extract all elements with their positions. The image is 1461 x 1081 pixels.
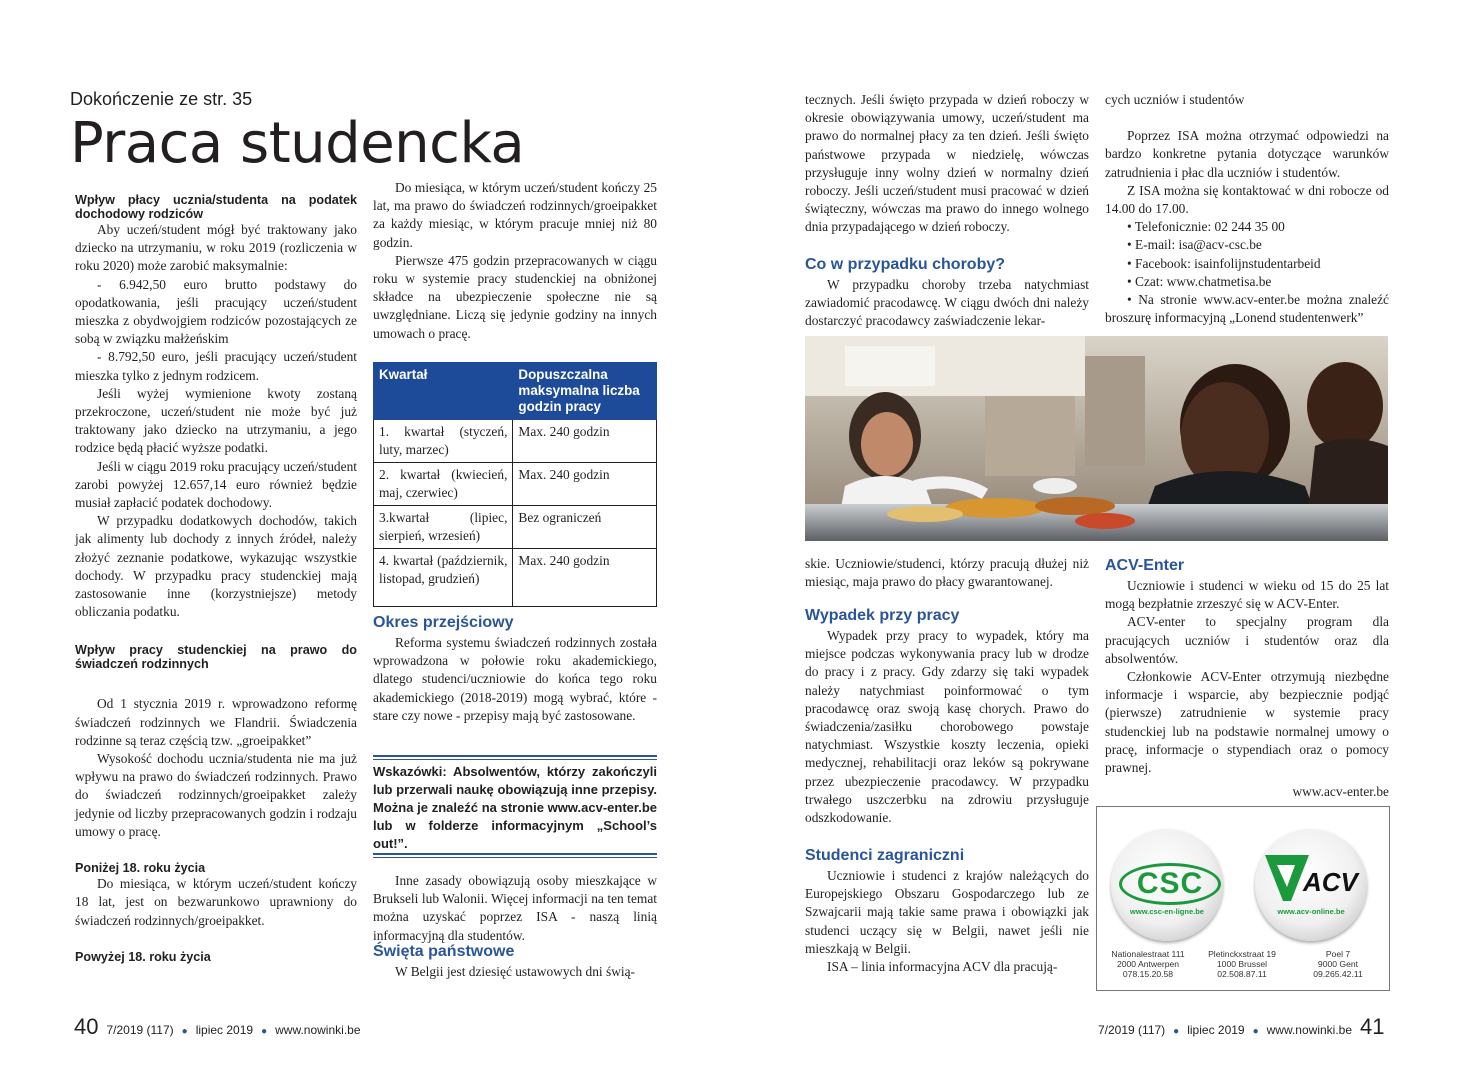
heading-over-18: Powyżej 18. roku życia <box>75 949 211 964</box>
address-antwerpen <box>1103 949 1193 979</box>
address-gent <box>1293 949 1383 979</box>
contact-email[interactable]: • E-mail: isa@acv-csc.be <box>1127 237 1262 253</box>
paragraph: ISA – linia informacyjna ACV dla pracują- <box>827 959 1058 975</box>
page-number: 41 <box>1360 1014 1385 1039</box>
table-cell-quarter: 1. kwartał (styczeń, luty, marzec) <box>374 420 513 463</box>
table-header-max-hours: Dopuszczalna maksymalna liczba godzin pracy <box>513 363 657 420</box>
paragraph: W Belgii jest dziesięć ustawowych dni świą- <box>395 964 635 979</box>
table-cell-quarter: 4. kwartał (październik, listopad, grudzień) <box>374 549 513 607</box>
paragraph: tecznych. Jeśli święto przypada w dzień roboczy w okresie obowiązywania umowy, uczeń/student ma prawo do normalnej płacy za ten dzień. Jeśli święto państwowe przypada w niedzielę, wówczas przysługuje inny wolny dzień w normalny dzień roboczy. Jeśli uczeń/student musi pracować w dzień świąteczny, wówczas ma prawo do innego wolnego dnia przypadającego w dzień roboczy. <box>805 92 1089 235</box>
acv-logo-text: ACV <box>1303 867 1358 897</box>
page-title: Praca studencka <box>70 111 525 176</box>
address-phone: 09.265.42.11 <box>1313 969 1363 979</box>
address-brussel <box>1197 949 1287 979</box>
address-city: 9000 Gent <box>1317 959 1359 969</box>
paragraph: ACV-enter to specjalny program dla pracujących uczniów i studentów oraz dla absolwentów. <box>1105 614 1389 666</box>
paragraph: Uczniowie i studenci w wieku od 15 do 25 lat mogą bezpłatnie zrzeszyć się w ACV-Enter. <box>1105 578 1389 612</box>
table-header-quarter: Kwartał <box>374 363 513 420</box>
csc-logo-url: www.csc-en-ligne.be <box>1130 907 1204 916</box>
heading-illness: Co w przypadku choroby? <box>805 256 1006 273</box>
acv-logo <box>1255 829 1367 941</box>
paragraph: Jeśli wyżej wymienione kwoty zostaną przekroczone, uczeń/student nie może być już traktowany jako dziecko na utrzymaniu, a jego rodzice będą płacić wyższe podatki. <box>75 385 357 456</box>
union-logos-box <box>1096 806 1390 991</box>
paragraph: Do miesiąca, w którym uczeń/student kończy 18 lat, jest on bezwarunkowo uprawniony do świadczeń rodzinnych/groeipakket. <box>75 876 357 928</box>
photo-illustration <box>805 336 1388 541</box>
paragraph: skie. Uczniowie/studenci, którzy pracują dłużej niż miesiąc, maja prawo do płacy gwarantowanej. <box>805 556 1089 590</box>
foreign-students-text <box>805 867 1089 976</box>
quarter-hours-table <box>373 362 657 607</box>
heading-acv-enter: ACV-Enter <box>1105 557 1185 574</box>
issue-month: lipiec 2019 <box>195 1023 254 1037</box>
paragraph: - 8.792,50 euro, jeśli pracujący uczeń/student mieszka tylko z jednym rodzicem. <box>75 349 357 383</box>
accident-text <box>805 627 1089 827</box>
paragraph: W przypadku dodatkowych dochodów, takich jak alimenty lub dochody z innych źródeł, należy złożyć zeznanie podatkowe, wykazując wszystkie dochody. W przypadku pracy studenckiej mają zastosowanie inne (korzystniejsze) metody obliczania podatku. <box>75 513 357 620</box>
address-street: Nationalestraat 111 <box>1111 949 1185 959</box>
cafeteria-photo <box>805 336 1388 541</box>
csc-logo <box>1111 829 1223 941</box>
paragraph: Pierwsze 475 godzin przepracowanych w ciągu roku w systemie pracy studenckiej na obniżonej składce na ubezpieczenie społeczne nie są uwzględniane. Liczą się jedynie godziny na innych umowach o pracę. <box>373 252 657 341</box>
brussels-text <box>373 872 657 945</box>
paragraph: Wysokość dochodu ucznia/studenta nie ma już wpływu na prawo do świadczeń rodzinnych. Prawo do świadczeń rodzinnych/groeipakket zależy jedynie od liczby przepracowanych godzin i rodzaju umowy o pracę. <box>75 751 357 839</box>
paragraph: Uczniowie i studenci z krajów należących do Europejskiego Obszaru Gospodarczego lub ze Szwajcarii mają takie same prawa i obowiązki jak studenci uczący się w Belgii, nawet jeśli nie mieszkają w Belgii. <box>805 868 1089 956</box>
paragraph: Członkowie ACV-Enter otrzymują niezbędne informacje i wsparcie, aby bezpiecznie podjąć (pierwsze) zatrudnienie w systemie pracy studenckiej lub na podstawie normalnej umowy o pracę, informacje o stypendiach oraz o pomocy prawnej. <box>1105 669 1389 776</box>
illness-text-cont <box>805 555 1089 591</box>
left-column-1 <box>75 193 357 964</box>
right-footer <box>1098 1014 1385 1040</box>
heading-holidays: Święta państwowe <box>373 943 515 960</box>
right-column-4-top <box>1105 91 1389 327</box>
paragraph: W przypadku choroby trzeba natychmiast zawiadomić pracodawcę. W ciągu dwóch dni należy dostarczyć pracodawcy zaświadczenie lekar- <box>805 277 1089 329</box>
paragraph: Jeśli w ciągu 2019 roku pracujący uczeń/student zarobi powyżej 12.657,14 euro również będzie musiał zapłacić podatek dochodowy. <box>75 458 357 511</box>
paragraph: Inne zasady obowiązują osoby mieszkające w Brukseli lub Walonii. Więcej informacji na ten temat można uzyskać poprzez ISA - naszą linią informacyjną dla studentów. <box>373 873 657 943</box>
contact-website[interactable]: • Na stronie www.acv-enter.be można znaleźć broszurę informacyjną „Lonend studentenwerk” <box>1105 292 1389 326</box>
address-street: Pletinckxstraat 19 <box>1208 949 1276 959</box>
tip-bottom-rule <box>373 853 657 858</box>
address-city: 2000 Antwerpen <box>1116 959 1180 969</box>
table-cell-quarter: 2. kwartał (kwiecień, maj, czerwiec) <box>374 463 513 506</box>
holidays-text <box>373 963 657 981</box>
left-column-2 <box>373 179 657 343</box>
heading-tax: Wpływ płacy ucznia/studenta na podatek dochodowy rodziców <box>75 193 357 221</box>
acv-enter-text <box>1105 577 1389 801</box>
table-row <box>374 549 657 607</box>
paragraph: - 6.942,50 euro brutto podstawy do opodatkowania, jeśli pracujący uczeń/student mieszka z obydwojgiem rodziców pozostających ze sobą w związku małżeńskim <box>75 276 357 347</box>
continuation-note: Dokończenie ze str. 35 <box>70 89 253 109</box>
address-city: 1000 Brussel <box>1216 959 1268 969</box>
table-cell-hours: Max. 240 godzin <box>513 420 657 463</box>
issue-number: 7/2019 (117) <box>1098 1023 1166 1037</box>
heading-transition-period: Okres przejściowy <box>373 614 514 631</box>
table-row <box>374 420 657 463</box>
bullet-icon: ● <box>1252 1026 1259 1037</box>
address-street: Poel 7 <box>1325 949 1351 959</box>
paragraph: Wypadek przy pracy to wypadek, który ma miejsce podczas wykonywania pracy lub w drodze do pracy i z pracy. Gdy zdarzy się taki wypadek należy natychmiast poinformować o tym pracodawcę oraz swoją kasę chorych. Prawo do świadczenia/zasiłku chorobowego powstaje natychmiast. Wszystkie koszty leczenia, opieki medycznej, rehabilitacji oraz leków są pokrywane przez ubezpieczenie pracodawcy. W przypadku trwałego uszczerbku na zdrowiu przysługuje odszkodowanie. <box>805 628 1089 826</box>
paragraph: Z ISA można się kontaktować w dni robocze od 14.00 do 17.00. <box>1105 182 1389 217</box>
heading-work-accident: Wypadek przy pracy <box>805 607 960 624</box>
table-row <box>374 463 657 506</box>
address-phone: 02.508.87.11 <box>1217 969 1267 979</box>
bullet-icon: ● <box>261 1026 268 1037</box>
bullet-icon: ● <box>1173 1026 1180 1037</box>
paragraph: Poprzez ISA można otrzymać odpowiedzi na bardzo konkretne pytania dotyczące warunków zatrudnienia i płac dla uczniów i studentów. <box>1105 128 1389 180</box>
website-link[interactable]: www.nowinki.be <box>275 1023 361 1037</box>
issue-number: 7/2019 (117) <box>106 1023 174 1037</box>
transition-text <box>373 634 657 725</box>
heading-family-benefits: Wpływ pracy studenckiej na prawo do świadczeń rodzinnych <box>75 643 357 672</box>
paragraph: Od 1 stycznia 2019 r. wprowadzono reformę świadczeń rodzinnych we Flandrii. Świadczenia rodzinne są teraz częścią tzw. „groeipakket” <box>75 696 357 748</box>
acv-enter-link[interactable]: www.acv-enter.be <box>1292 784 1389 800</box>
right-column-3-top <box>805 91 1089 237</box>
page-number: 40 <box>74 1014 99 1039</box>
tip-box: Wskazówki: Absolwentów, którzy zakończyli lub przerwali naukę obowiązują inne przepisy. Można je znaleźć na stronie www.acv-enter.be lub w folderze informacyjnym „School’s out!”. <box>373 764 657 851</box>
acv-logo-url: www.acv-online.be <box>1277 907 1345 916</box>
heading-foreign-students: Studenci zagraniczni <box>805 847 965 864</box>
contact-facebook[interactable]: • Facebook: isainfolijnstudentarbeid <box>1127 255 1321 271</box>
table-cell-hours: Max. 240 godzin <box>513 549 657 607</box>
address-phone: 078.15.20.58 <box>1122 969 1174 979</box>
paragraph: cych uczniów i studentów <box>1105 92 1245 107</box>
csc-logo-ring <box>1119 863 1221 905</box>
website-link[interactable]: www.nowinki.be <box>1266 1023 1353 1037</box>
table-cell-quarter: 3.kwartał (lipiec, sierpień, wrzesień) <box>374 506 513 549</box>
contact-phone: • Telefonicznie: 02 244 35 00 <box>1127 219 1285 235</box>
table-cell-hours: Bez ograniczeń <box>513 506 657 549</box>
tip-top-rule <box>373 755 657 760</box>
illness-text <box>805 276 1089 331</box>
table-cell-hours: Max. 240 godzin <box>513 463 657 506</box>
table-row <box>374 506 657 549</box>
contact-chat[interactable]: • Czat: www.chatmetisa.be <box>1127 273 1272 289</box>
heading-under-18: Poniżej 18. roku życia <box>75 861 206 876</box>
left-footer <box>74 1014 361 1040</box>
paragraph: Aby uczeń/student mógł być traktowany jako dziecko na utrzymaniu, w roku 2019 (rozliczenia w roku 2020) może zarobić maksymalnie: <box>75 222 357 274</box>
bullet-icon: ● <box>181 1026 188 1037</box>
paragraph: Reforma systemu świadczeń rodzinnych została wprowadzona w połowie roku akademickiego, dlatego studenci/uczniowie do końca tego roku akademickiego (2018-2019) mogą wybrać, które - stare czy nowe - przepisy mają być zastosowane. <box>373 635 657 723</box>
paragraph: Do miesiąca, w którym uczeń/student kończy 25 lat, ma prawo do świadczeń rodzinnych/groeipakket za każdy miesiąc, w którym pracuje mniej niż 80 godzin. <box>373 180 657 250</box>
csc-logo-text: CSC <box>1136 867 1204 900</box>
issue-month: lipiec 2019 <box>1187 1023 1245 1037</box>
